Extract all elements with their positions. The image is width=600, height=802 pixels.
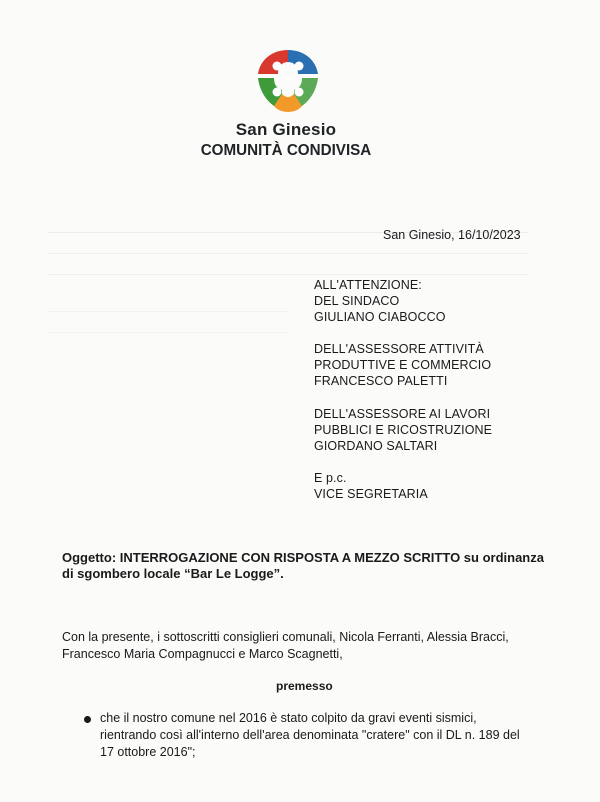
brand-tagline: COMUNITÀ CONDIVISA (200, 142, 372, 159)
recipient-line: DEL SINDACO (314, 294, 400, 308)
bullet-text: che il nostro comune nel 2016 è stato colpito da gravi eventi sismici, (100, 711, 477, 725)
subject-line: Oggetto: INTERROGAZIONE CON RISPOSTA A MEZZO SCRITTO su ordinanza (62, 550, 544, 565)
community-logo (252, 44, 324, 116)
recipient-line: PRODUTTIVE E COMMERCIO (314, 358, 492, 372)
brand-name: San Ginesio (235, 120, 337, 139)
recipient-line: PUBBLICI E RICOSTRUZIONE (314, 423, 493, 437)
bullet-text: rientrando così all'interno dell'area denominata "cratere" con il DL n. 189 del (100, 728, 520, 742)
place-date: San Ginesio, 16/10/2023 (383, 228, 521, 242)
recipient-header: ALL'ATTENZIONE: (314, 278, 422, 292)
recipient-cc-label: E p.c. (314, 471, 347, 485)
intro-text: Francesco Maria Compagnucci e Marco Scagnetti, (62, 647, 343, 661)
recipient-line: GIORDANO SALTARI (314, 439, 438, 453)
recipient-line: FRANCESCO PALETTI (314, 374, 448, 388)
bullet-text: 17 ottobre 2016"; (100, 745, 196, 759)
subject-line: di sgombero locale “Bar Le Logge”. (62, 566, 284, 581)
recipient-line: DELL'ASSESSORE AI LAVORI (314, 407, 491, 421)
bullet-icon (84, 716, 91, 723)
recipient-line: VICE SEGRETARIA (314, 487, 428, 501)
intro-text: Con la presente, i sottoscritti consiglieri comunali, Nicola Ferranti, Alessia Bracci, (62, 630, 509, 644)
recipient-line: GIULIANO CIABOCCO (314, 310, 446, 324)
recipient-line: DELL'ASSESSORE ATTIVITÀ (314, 342, 484, 356)
section-heading: premesso (276, 679, 333, 693)
